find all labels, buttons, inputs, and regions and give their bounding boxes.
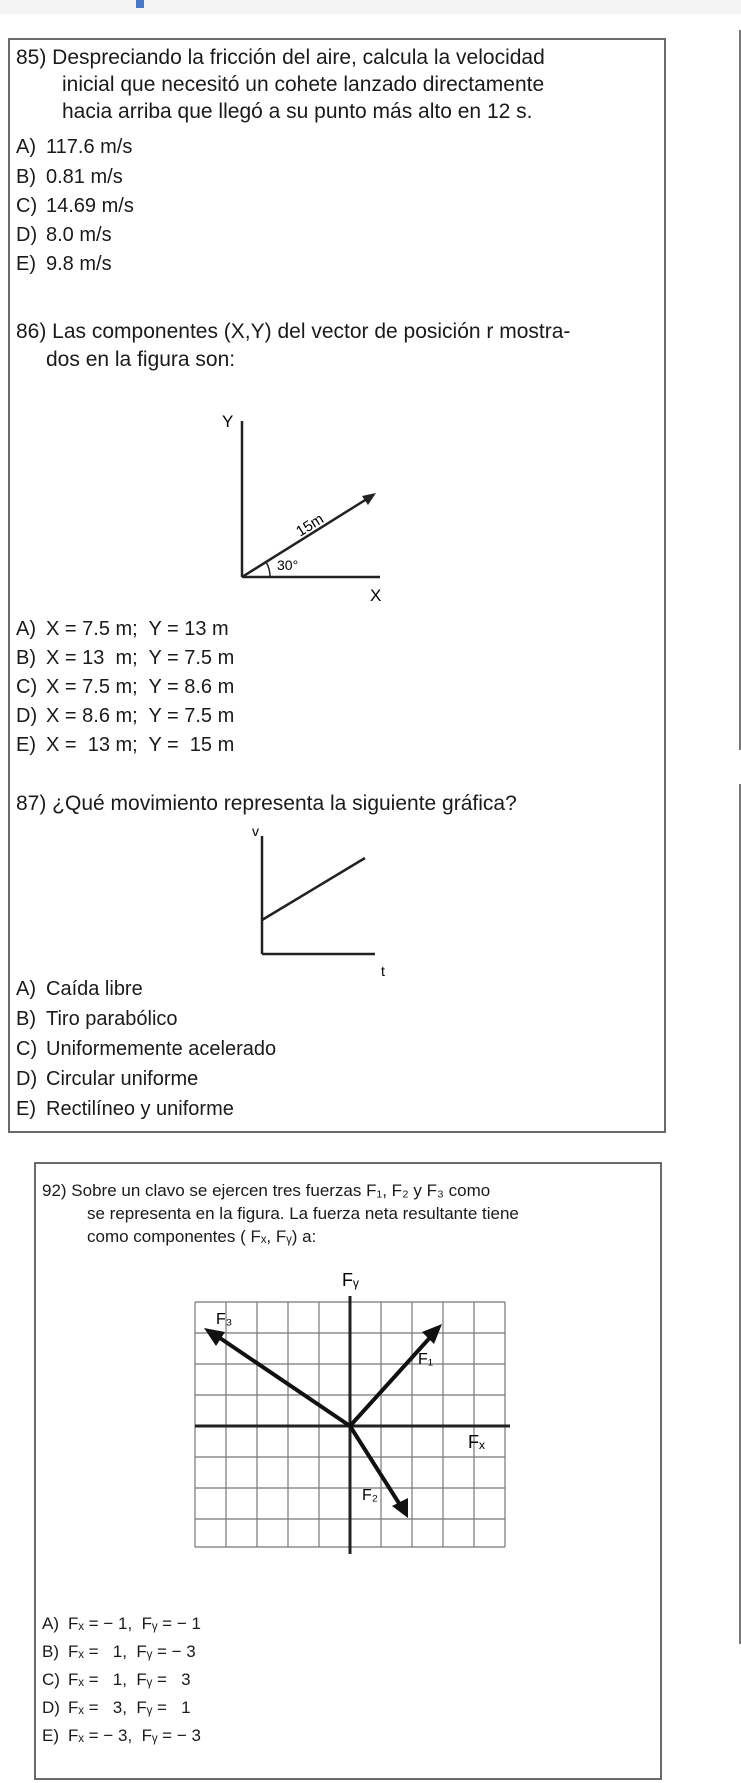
- angle-arc: [266, 562, 270, 577]
- q87-velocity-time-graph: [240, 822, 410, 982]
- fy-label: Fᵧ: [342, 1270, 359, 1290]
- q86-option-b[interactable]: [16, 645, 234, 671]
- option-text: X = 8.6 m; Y = 7.5 m: [46, 705, 235, 727]
- option-text: Circular uniforme: [46, 1068, 199, 1090]
- q92-option-a[interactable]: [42, 1610, 201, 1638]
- angle-label: 30°: [277, 557, 299, 573]
- top-strip: [0, 0, 741, 14]
- q86-line2: dos en la figura son:: [46, 348, 236, 371]
- option-text: Uniformemente acelerado: [46, 1038, 277, 1060]
- option-letter: D): [16, 224, 38, 246]
- y-label: Y: [222, 412, 234, 431]
- option-text: X = 13 m; Y = 15 m: [46, 734, 235, 756]
- q92-option-e[interactable]: [42, 1722, 201, 1750]
- q92-line3: como componentes ( Fₓ, Fᵧ) a:: [87, 1227, 317, 1246]
- option-text: 8.0 m/s: [46, 224, 112, 246]
- option-letter: E): [16, 253, 36, 275]
- q85-option-b[interactable]: [16, 164, 123, 190]
- q87-option-c[interactable]: [16, 1036, 276, 1062]
- option-text: 14.69 m/s: [46, 195, 134, 217]
- option-text: Tiro parabólico: [46, 1008, 178, 1030]
- option-letter: B): [16, 1008, 36, 1030]
- option-letter: E): [16, 734, 36, 756]
- option-letter: A): [16, 136, 36, 158]
- q92-force-diagram: [190, 1262, 530, 1562]
- q86-position-vector-figure: [200, 395, 420, 610]
- q86-option-d[interactable]: [16, 703, 234, 729]
- q85-option-c[interactable]: [16, 193, 134, 219]
- q92-option-d[interactable]: [42, 1694, 191, 1722]
- option-text: X = 7.5 m; Y = 8.6 m: [46, 676, 235, 698]
- option-letter: C): [16, 195, 38, 217]
- q86-line1: 86) Las componentes (X,Y) del vector de posición r mostra-: [16, 320, 571, 343]
- option-letter: C): [16, 676, 38, 698]
- option-letter: D): [16, 1068, 38, 1090]
- q85-option-e[interactable]: [16, 251, 112, 277]
- option-text: X = 7.5 m; Y = 13 m: [46, 618, 229, 640]
- f2-label: F₂: [362, 1487, 378, 1504]
- q87-option-b[interactable]: [16, 1006, 178, 1032]
- t-label: t: [381, 963, 385, 979]
- option-letter: D): [16, 705, 38, 727]
- q86-option-a[interactable]: [16, 616, 229, 642]
- f3-vector: [214, 1334, 350, 1426]
- option-letter: B): [16, 166, 36, 188]
- vector-arrowhead: [362, 493, 376, 505]
- option-text: X = 13 m; Y = 7.5 m: [46, 647, 235, 669]
- option-letter: B): [16, 647, 36, 669]
- v-label: v: [252, 823, 259, 839]
- q85-option-a[interactable]: [16, 134, 132, 160]
- magnitude-label: 15m: [293, 510, 327, 541]
- q85-line1: 85) Despreciando la fricción del aire, calcula la velocidad: [16, 46, 545, 69]
- option-text: 9.8 m/s: [46, 253, 112, 275]
- option-text: Fₓ = 3, Fᵧ = 1: [68, 1698, 191, 1717]
- q92-line2: se representa en la figura. La fuerza neta resultante tiene: [87, 1204, 519, 1223]
- option-text: 117.6 m/s: [46, 136, 133, 158]
- option-text: Rectilíneo y uniforme: [46, 1098, 234, 1120]
- x-label: X: [370, 586, 382, 605]
- option-text: Fₓ = − 1, Fᵧ = − 1: [68, 1614, 201, 1633]
- option-letter: E): [16, 1098, 36, 1120]
- option-letter: D): [42, 1698, 60, 1717]
- option-letter: B): [42, 1642, 59, 1661]
- top-marker: [136, 0, 144, 8]
- q85-line3: hacia arriba que llegó a su punto más alto en 12 s.: [62, 100, 533, 123]
- option-text: Fₓ = 1, Fᵧ = − 3: [68, 1642, 196, 1661]
- option-letter: C): [16, 1038, 38, 1060]
- option-letter: A): [16, 618, 36, 640]
- f1-vector: [350, 1332, 435, 1426]
- f3-label: F₃: [216, 1311, 233, 1328]
- option-letter: E): [42, 1726, 59, 1745]
- option-text: 0.81 m/s: [46, 166, 123, 188]
- option-text: Fₓ = − 3, Fᵧ = − 3: [68, 1726, 201, 1745]
- option-text: Caída libre: [46, 978, 143, 1000]
- option-letter: A): [16, 978, 36, 1000]
- f1-label: F₁: [418, 1351, 434, 1368]
- q86-option-e[interactable]: [16, 732, 234, 758]
- q86-option-c[interactable]: [16, 674, 234, 700]
- option-letter: A): [42, 1614, 59, 1633]
- q87-line1: 87) ¿Qué movimiento representa la siguiente gráfica?: [16, 792, 517, 815]
- velocity-line: [262, 858, 365, 920]
- q87-option-a[interactable]: [16, 976, 143, 1002]
- option-letter: C): [42, 1670, 60, 1689]
- f2-arrowhead: [392, 1498, 408, 1518]
- option-text: Fₓ = 1, Fᵧ = 3: [68, 1670, 191, 1689]
- q92-option-c[interactable]: [42, 1666, 191, 1694]
- q87-option-d[interactable]: [16, 1066, 198, 1092]
- q92-line1: 92) Sobre un clavo se ejercen tres fuerzas F₁, F₂ y F₃ como: [42, 1181, 491, 1200]
- q85-option-d[interactable]: [16, 222, 112, 248]
- fx-label: Fₓ: [468, 1432, 485, 1452]
- q92-option-b[interactable]: [42, 1638, 196, 1666]
- q85-line2: inicial que necesitó un cohete lanzado directamente: [62, 73, 545, 96]
- q87-option-e[interactable]: [16, 1096, 234, 1122]
